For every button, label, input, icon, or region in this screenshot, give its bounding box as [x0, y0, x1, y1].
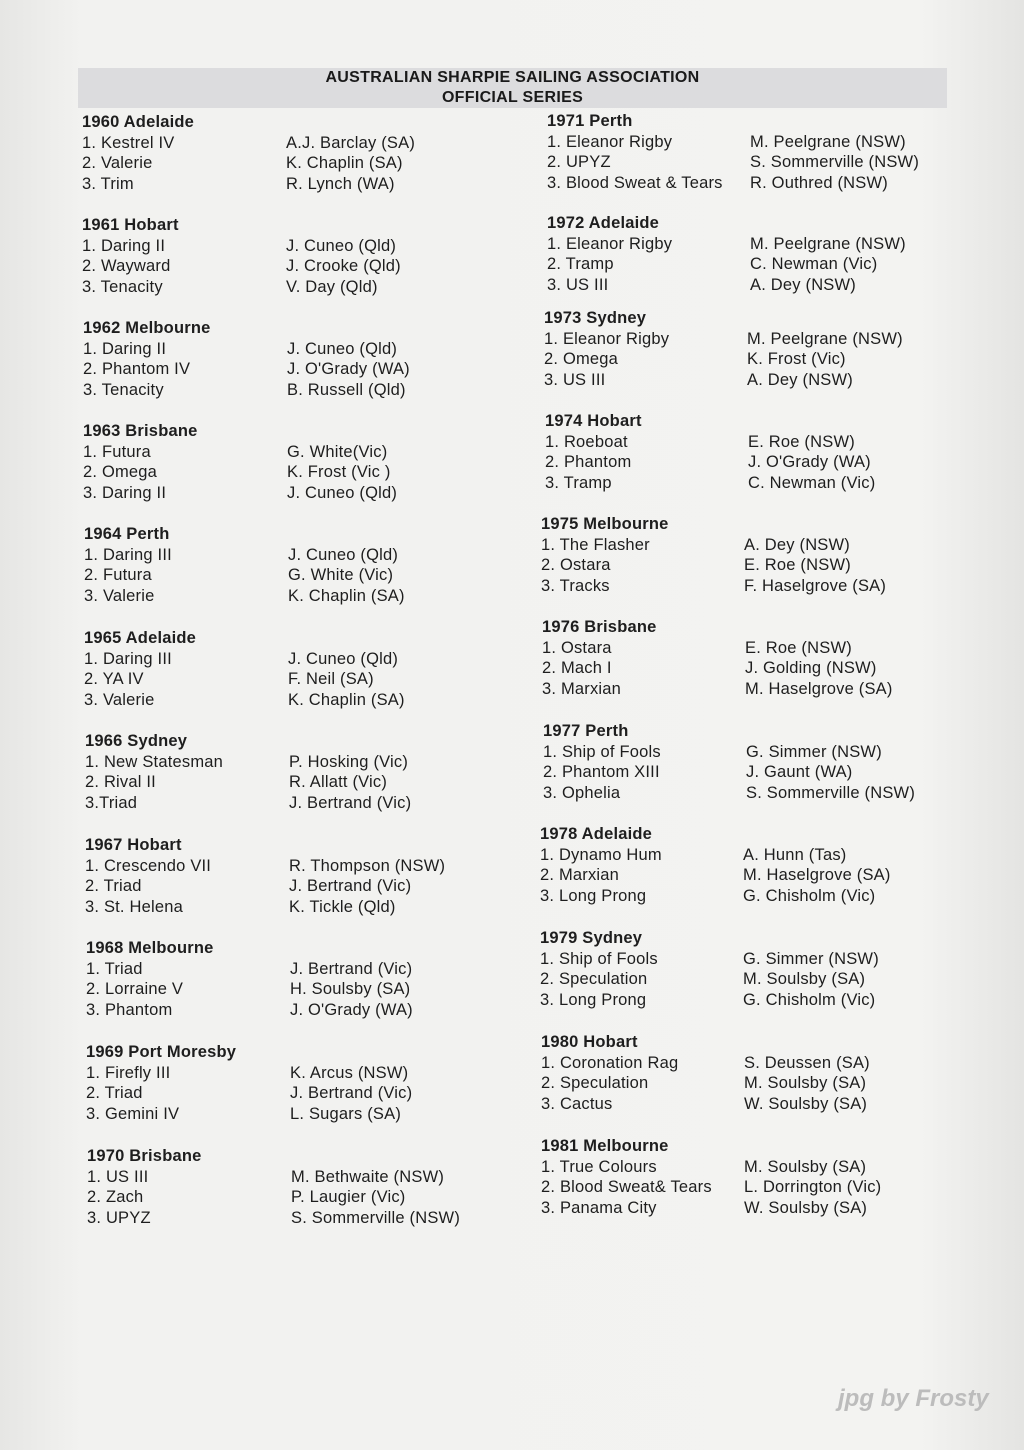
- boat-name: 2. YA IV: [84, 670, 144, 689]
- skipper-name: C. Newman (Vic): [748, 474, 876, 493]
- placing-row: [544, 370, 853, 391]
- boat-name: 1. Ship of Fools: [543, 742, 661, 761]
- placing-row: [87, 1187, 406, 1208]
- event-title: 1975 Melbourne: [541, 515, 669, 533]
- event-right-2: [544, 308, 903, 391]
- boat-name: 1. US III: [87, 1167, 149, 1186]
- placing-row: [547, 234, 906, 255]
- boat-name: 1. Ship of Fools: [540, 949, 658, 968]
- boat-name: 1. Daring II: [83, 339, 167, 358]
- event-title: 1980 Hobart: [541, 1033, 638, 1051]
- event-title: 1966 Sydney: [85, 732, 188, 750]
- skipper-name: K. Arcus (NSW): [290, 1063, 409, 1082]
- event-left-9: [86, 1042, 413, 1125]
- skipper-name: M. Bethwaite (NSW): [291, 1167, 445, 1186]
- event-right-6: [543, 721, 916, 804]
- placing-row: [86, 1083, 413, 1104]
- boat-name: 3.Triad: [85, 794, 138, 813]
- event-title: 1969 Port Moresby: [86, 1043, 237, 1061]
- event-title: 1964 Perth: [84, 525, 170, 543]
- skipper-name: R. Allatt (Vic): [289, 773, 388, 792]
- boat-name: 1. Dynamo Hum: [540, 845, 662, 864]
- event-left-8: [86, 938, 413, 1021]
- placing-row: [82, 133, 416, 154]
- boat-name: 2. Speculation: [541, 1074, 649, 1093]
- boat-name: 3. Valerie: [84, 587, 155, 606]
- event-title: 1971 Perth: [547, 112, 633, 130]
- watermark: jpg by Frosty: [838, 1385, 989, 1412]
- event-left-3: [83, 421, 398, 504]
- boat-name: 2. Phantom: [545, 453, 632, 472]
- boat-name: 3. Tenacity: [82, 278, 163, 297]
- skipper-name: E. Roe (NSW): [748, 432, 855, 451]
- placing-row: [82, 277, 378, 298]
- boat-name: 1. Futura: [83, 442, 151, 461]
- boat-name: 1. Eleanor Rigby: [547, 234, 673, 253]
- skipper-name: J. Cuneo (Qld): [286, 236, 397, 255]
- boat-name: 2. Blood Sweat& Tears: [541, 1178, 712, 1197]
- skipper-name: B. Russell (Qld): [287, 381, 406, 400]
- page-header: [78, 68, 947, 108]
- skipper-name: A.J. Barclay (SA): [286, 133, 416, 152]
- boat-name: 3. US III: [544, 371, 606, 390]
- placing-row: [84, 545, 399, 566]
- boat-name: 1. Ostara: [542, 638, 612, 657]
- skipper-name: J. Bertrand (Vic): [290, 1084, 413, 1103]
- skipper-name: S. Sommerville (NSW): [291, 1209, 461, 1228]
- boat-name: 3. Phantom: [86, 1001, 173, 1020]
- event-left-0: [82, 112, 416, 195]
- placing-row: [542, 638, 852, 659]
- boat-name: 2. Valerie: [82, 154, 153, 173]
- placing-row: [543, 783, 916, 804]
- boat-name: 3. Panama City: [541, 1199, 657, 1218]
- event-right-8: [540, 928, 879, 1011]
- boat-name: 2. Futura: [84, 566, 152, 585]
- event-title: 1976 Brisbane: [542, 618, 657, 636]
- event-title: 1970 Brisbane: [87, 1147, 202, 1165]
- skipper-name: K. Chaplin (SA): [288, 691, 405, 710]
- placing-row: [86, 1063, 409, 1084]
- event-right-10: [541, 1136, 882, 1219]
- placing-row: [547, 254, 878, 275]
- event-title: 1963 Brisbane: [83, 422, 198, 440]
- association-title: AUSTRALIAN SHARPIE SAILING ASSOCIATION: [325, 69, 700, 86]
- skipper-name: J. Cuneo (Qld): [288, 545, 399, 564]
- boat-name: 2. Triad: [86, 1084, 143, 1103]
- skipper-name: H. Soulsby (SA): [290, 980, 411, 999]
- placing-row: [82, 236, 397, 257]
- skipper-name: G. Chisholm (Vic): [743, 887, 876, 906]
- skipper-name: W. Soulsby (SA): [744, 1095, 868, 1114]
- skipper-name: K. Chaplin (SA): [286, 154, 403, 173]
- boat-name: 1. True Colours: [541, 1157, 657, 1176]
- event-right-0: [547, 111, 920, 194]
- placing-row: [541, 576, 887, 597]
- event-right-4: [541, 514, 887, 597]
- placing-row: [547, 132, 906, 153]
- boat-name: 2. Phantom XIII: [543, 763, 660, 782]
- boat-name: 1. The Flasher: [541, 535, 650, 554]
- skipper-name: M. Haselgrove (SA): [743, 866, 891, 885]
- placing-row: [82, 174, 395, 195]
- event-title: 1960 Adelaide: [82, 113, 195, 131]
- placing-row: [547, 275, 856, 296]
- boat-name: 3. Marxian: [542, 680, 622, 699]
- placing-row: [86, 1104, 402, 1125]
- boat-name: 1. Roeboat: [545, 432, 628, 451]
- event-left-2: [83, 318, 410, 401]
- skipper-name: S. Sommerville (NSW): [750, 153, 920, 172]
- boat-name: 1. Daring III: [84, 649, 172, 668]
- placing-row: [541, 535, 850, 556]
- boat-name: 1. New Statesman: [85, 752, 224, 771]
- boat-name: 3. Tracks: [541, 577, 610, 596]
- boat-name: 3. UPYZ: [87, 1209, 151, 1228]
- skipper-name: F. Haselgrove (SA): [744, 577, 887, 596]
- event-left-4: [84, 524, 405, 607]
- placing-row: [540, 990, 876, 1011]
- placing-row: [543, 742, 882, 763]
- boat-name: 2. Omega: [83, 463, 158, 482]
- placing-row: [83, 359, 410, 380]
- placing-row: [542, 658, 877, 679]
- skipper-name: M. Soulsby (SA): [743, 970, 866, 989]
- event-title: 1962 Melbourne: [83, 319, 211, 337]
- placing-row: [547, 173, 888, 194]
- skipper-name: P. Hosking (Vic): [289, 752, 409, 771]
- event-title: 1978 Adelaide: [540, 825, 653, 843]
- skipper-name: J. Golding (NSW): [745, 659, 877, 678]
- placing-row: [87, 1167, 445, 1188]
- boat-name: 1. Triad: [86, 959, 143, 978]
- boat-name: 2. Lorraine V: [86, 980, 184, 999]
- placing-row: [541, 1073, 867, 1094]
- placing-row: [84, 565, 394, 586]
- boat-name: 3. Long Prong: [540, 887, 647, 906]
- skipper-name: S. Sommerville (NSW): [746, 784, 916, 803]
- boat-name: 2. Mach I: [542, 659, 612, 678]
- placing-row: [82, 153, 403, 174]
- placing-row: [87, 1208, 461, 1229]
- skipper-name: A. Hunn (Tas): [743, 845, 847, 864]
- event-title: 1972 Adelaide: [547, 214, 660, 232]
- boat-name: 2. Zach: [87, 1188, 144, 1207]
- boat-name: 2. Phantom IV: [83, 360, 191, 379]
- placing-row: [543, 762, 853, 783]
- placing-row: [85, 897, 396, 918]
- skipper-name: J. Cuneo (Qld): [287, 339, 398, 358]
- placing-row: [83, 339, 398, 360]
- placing-row: [85, 793, 412, 814]
- placing-row: [86, 979, 411, 1000]
- skipper-name: R. Thompson (NSW): [289, 856, 446, 875]
- placing-row: [541, 1053, 870, 1074]
- boat-name: 2. Tramp: [547, 255, 614, 274]
- boat-name: 3. Cactus: [541, 1095, 613, 1114]
- placing-row: [85, 752, 409, 773]
- boat-name: 1. Daring III: [84, 545, 172, 564]
- event-title: 1974 Hobart: [545, 412, 642, 430]
- boat-name: 3. Daring II: [83, 484, 167, 503]
- placing-row: [544, 329, 903, 350]
- event-left-1: [82, 215, 401, 298]
- boat-name: 3. Gemini IV: [86, 1105, 180, 1124]
- placing-row: [545, 473, 876, 494]
- skipper-name: J. Cuneo (Qld): [288, 649, 399, 668]
- skipper-name: L. Dorrington (Vic): [744, 1178, 882, 1197]
- placing-row: [83, 380, 406, 401]
- event-left-5: [84, 628, 405, 711]
- event-left-6: [85, 731, 412, 814]
- skipper-name: V. Day (Qld): [286, 278, 378, 297]
- boat-name: 2. Rival II: [85, 773, 156, 792]
- placing-row: [82, 256, 401, 277]
- placing-row: [84, 690, 405, 711]
- placing-row: [85, 856, 446, 877]
- placing-row: [541, 555, 851, 576]
- boat-name: 1. Kestrel IV: [82, 133, 175, 152]
- placing-row: [541, 1177, 882, 1198]
- boat-name: 3. Trim: [82, 175, 134, 194]
- placing-row: [542, 679, 893, 700]
- placing-row: [540, 865, 891, 886]
- event-title: 1977 Perth: [543, 722, 629, 740]
- skipper-name: M. Peelgrane (NSW): [750, 234, 906, 253]
- placing-row: [541, 1094, 868, 1115]
- skipper-name: K. Frost (Vic): [747, 350, 846, 369]
- event-title: 1961 Hobart: [82, 216, 179, 234]
- skipper-name: A. Dey (NSW): [747, 371, 853, 390]
- skipper-name: E. Roe (NSW): [745, 638, 852, 657]
- boat-name: 3. Ophelia: [543, 784, 621, 803]
- placing-row: [84, 586, 405, 607]
- boat-name: 1. Coronation Rag: [541, 1053, 679, 1072]
- event-title: 1973 Sydney: [544, 309, 647, 327]
- placing-row: [86, 959, 413, 980]
- boat-name: 2. Marxian: [540, 866, 620, 885]
- placing-row: [84, 649, 399, 670]
- placing-row: [85, 876, 412, 897]
- skipper-name: S. Deussen (SA): [744, 1053, 870, 1072]
- placing-row: [85, 772, 388, 793]
- skipper-name: M. Soulsby (SA): [744, 1157, 867, 1176]
- event-right-9: [541, 1032, 870, 1115]
- skipper-name: K. Chaplin (SA): [288, 587, 405, 606]
- placing-row: [83, 442, 388, 463]
- event-title: 1965 Adelaide: [84, 629, 197, 647]
- skipper-name: E. Roe (NSW): [744, 556, 851, 575]
- boat-name: 3. US III: [547, 276, 609, 295]
- placing-row: [545, 452, 871, 473]
- skipper-name: J. O'Grady (WA): [287, 360, 410, 379]
- skipper-name: J. Bertrand (Vic): [289, 794, 412, 813]
- event-right-7: [540, 824, 891, 907]
- skipper-name: G. Simmer (NSW): [743, 949, 879, 968]
- placing-row: [540, 886, 876, 907]
- placing-row: [545, 432, 855, 453]
- skipper-name: J. O'Grady (WA): [748, 453, 871, 472]
- skipper-name: R. Outhred (NSW): [750, 174, 888, 193]
- series-title: OFFICIAL SERIES: [441, 89, 584, 106]
- skipper-name: G. White (Vic): [288, 566, 394, 585]
- placing-row: [544, 349, 846, 370]
- event-title: 1967 Hobart: [85, 836, 182, 854]
- boat-name: 1. Eleanor Rigby: [544, 329, 670, 348]
- skipper-name: P. Laugier (Vic): [291, 1188, 406, 1207]
- skipper-name: K. Tickle (Qld): [289, 898, 396, 917]
- event-left-7: [85, 835, 446, 918]
- boat-name: 3. Tenacity: [83, 381, 164, 400]
- skipper-name: G. Simmer (NSW): [746, 742, 882, 761]
- placing-row: [541, 1157, 867, 1178]
- placing-row: [83, 462, 391, 483]
- skipper-name: M. Peelgrane (NSW): [750, 132, 906, 151]
- boat-name: 2. Speculation: [540, 970, 648, 989]
- boat-name: 2. Omega: [544, 350, 619, 369]
- skipper-name: J. Bertrand (Vic): [290, 959, 413, 978]
- skipper-name: J. O'Grady (WA): [290, 1001, 413, 1020]
- boat-name: 2. Ostara: [541, 556, 611, 575]
- skipper-name: G. White(Vic): [287, 442, 388, 461]
- boat-name: 2. UPYZ: [547, 153, 611, 172]
- skipper-name: J. Gaunt (WA): [746, 763, 853, 782]
- placing-row: [540, 949, 879, 970]
- skipper-name: A. Dey (NSW): [750, 276, 856, 295]
- placing-row: [540, 969, 866, 990]
- event-title: 1981 Melbourne: [541, 1137, 669, 1155]
- skipper-name: J. Cuneo (Qld): [287, 484, 398, 503]
- boat-name: 3. Long Prong: [540, 991, 647, 1010]
- skipper-name: G. Chisholm (Vic): [743, 991, 876, 1010]
- skipper-name: J. Crooke (Qld): [286, 257, 401, 276]
- event-right-5: [542, 617, 893, 700]
- boat-name: 3. Blood Sweat & Tears: [547, 174, 723, 193]
- boat-name: 1. Daring II: [82, 236, 166, 255]
- event-title: 1979 Sydney: [540, 929, 643, 947]
- placing-row: [547, 152, 920, 173]
- boat-name: 1. Eleanor Rigby: [547, 132, 673, 151]
- skipper-name: W. Soulsby (SA): [744, 1199, 868, 1218]
- skipper-name: K. Frost (Vic ): [287, 463, 391, 482]
- placing-row: [86, 1000, 413, 1021]
- boat-name: 3. Tramp: [545, 474, 612, 493]
- event-right-1: [547, 213, 906, 296]
- boat-name: 2. Wayward: [82, 257, 171, 276]
- event-right-3: [545, 411, 876, 494]
- event-left-10: [87, 1146, 461, 1229]
- placing-row: [540, 845, 847, 866]
- placing-row: [84, 669, 374, 690]
- skipper-name: F. Neil (SA): [288, 670, 374, 689]
- boat-name: 1. Firefly III: [86, 1063, 171, 1082]
- placing-row: [83, 483, 398, 504]
- skipper-name: M. Haselgrove (SA): [745, 680, 893, 699]
- event-title: 1968 Melbourne: [86, 939, 214, 957]
- skipper-name: R. Lynch (WA): [286, 175, 395, 194]
- skipper-name: M. Soulsby (SA): [744, 1074, 867, 1093]
- boat-name: 1. Crescendo VII: [85, 856, 212, 875]
- boat-name: 2. Triad: [85, 877, 142, 896]
- skipper-name: C. Newman (Vic): [750, 255, 878, 274]
- boat-name: 3. Valerie: [84, 691, 155, 710]
- placing-row: [541, 1198, 868, 1219]
- boat-name: 3. St. Helena: [85, 898, 183, 917]
- skipper-name: M. Peelgrane (NSW): [747, 329, 903, 348]
- skipper-name: J. Bertrand (Vic): [289, 877, 412, 896]
- skipper-name: L. Sugars (SA): [290, 1105, 402, 1124]
- skipper-name: A. Dey (NSW): [744, 535, 850, 554]
